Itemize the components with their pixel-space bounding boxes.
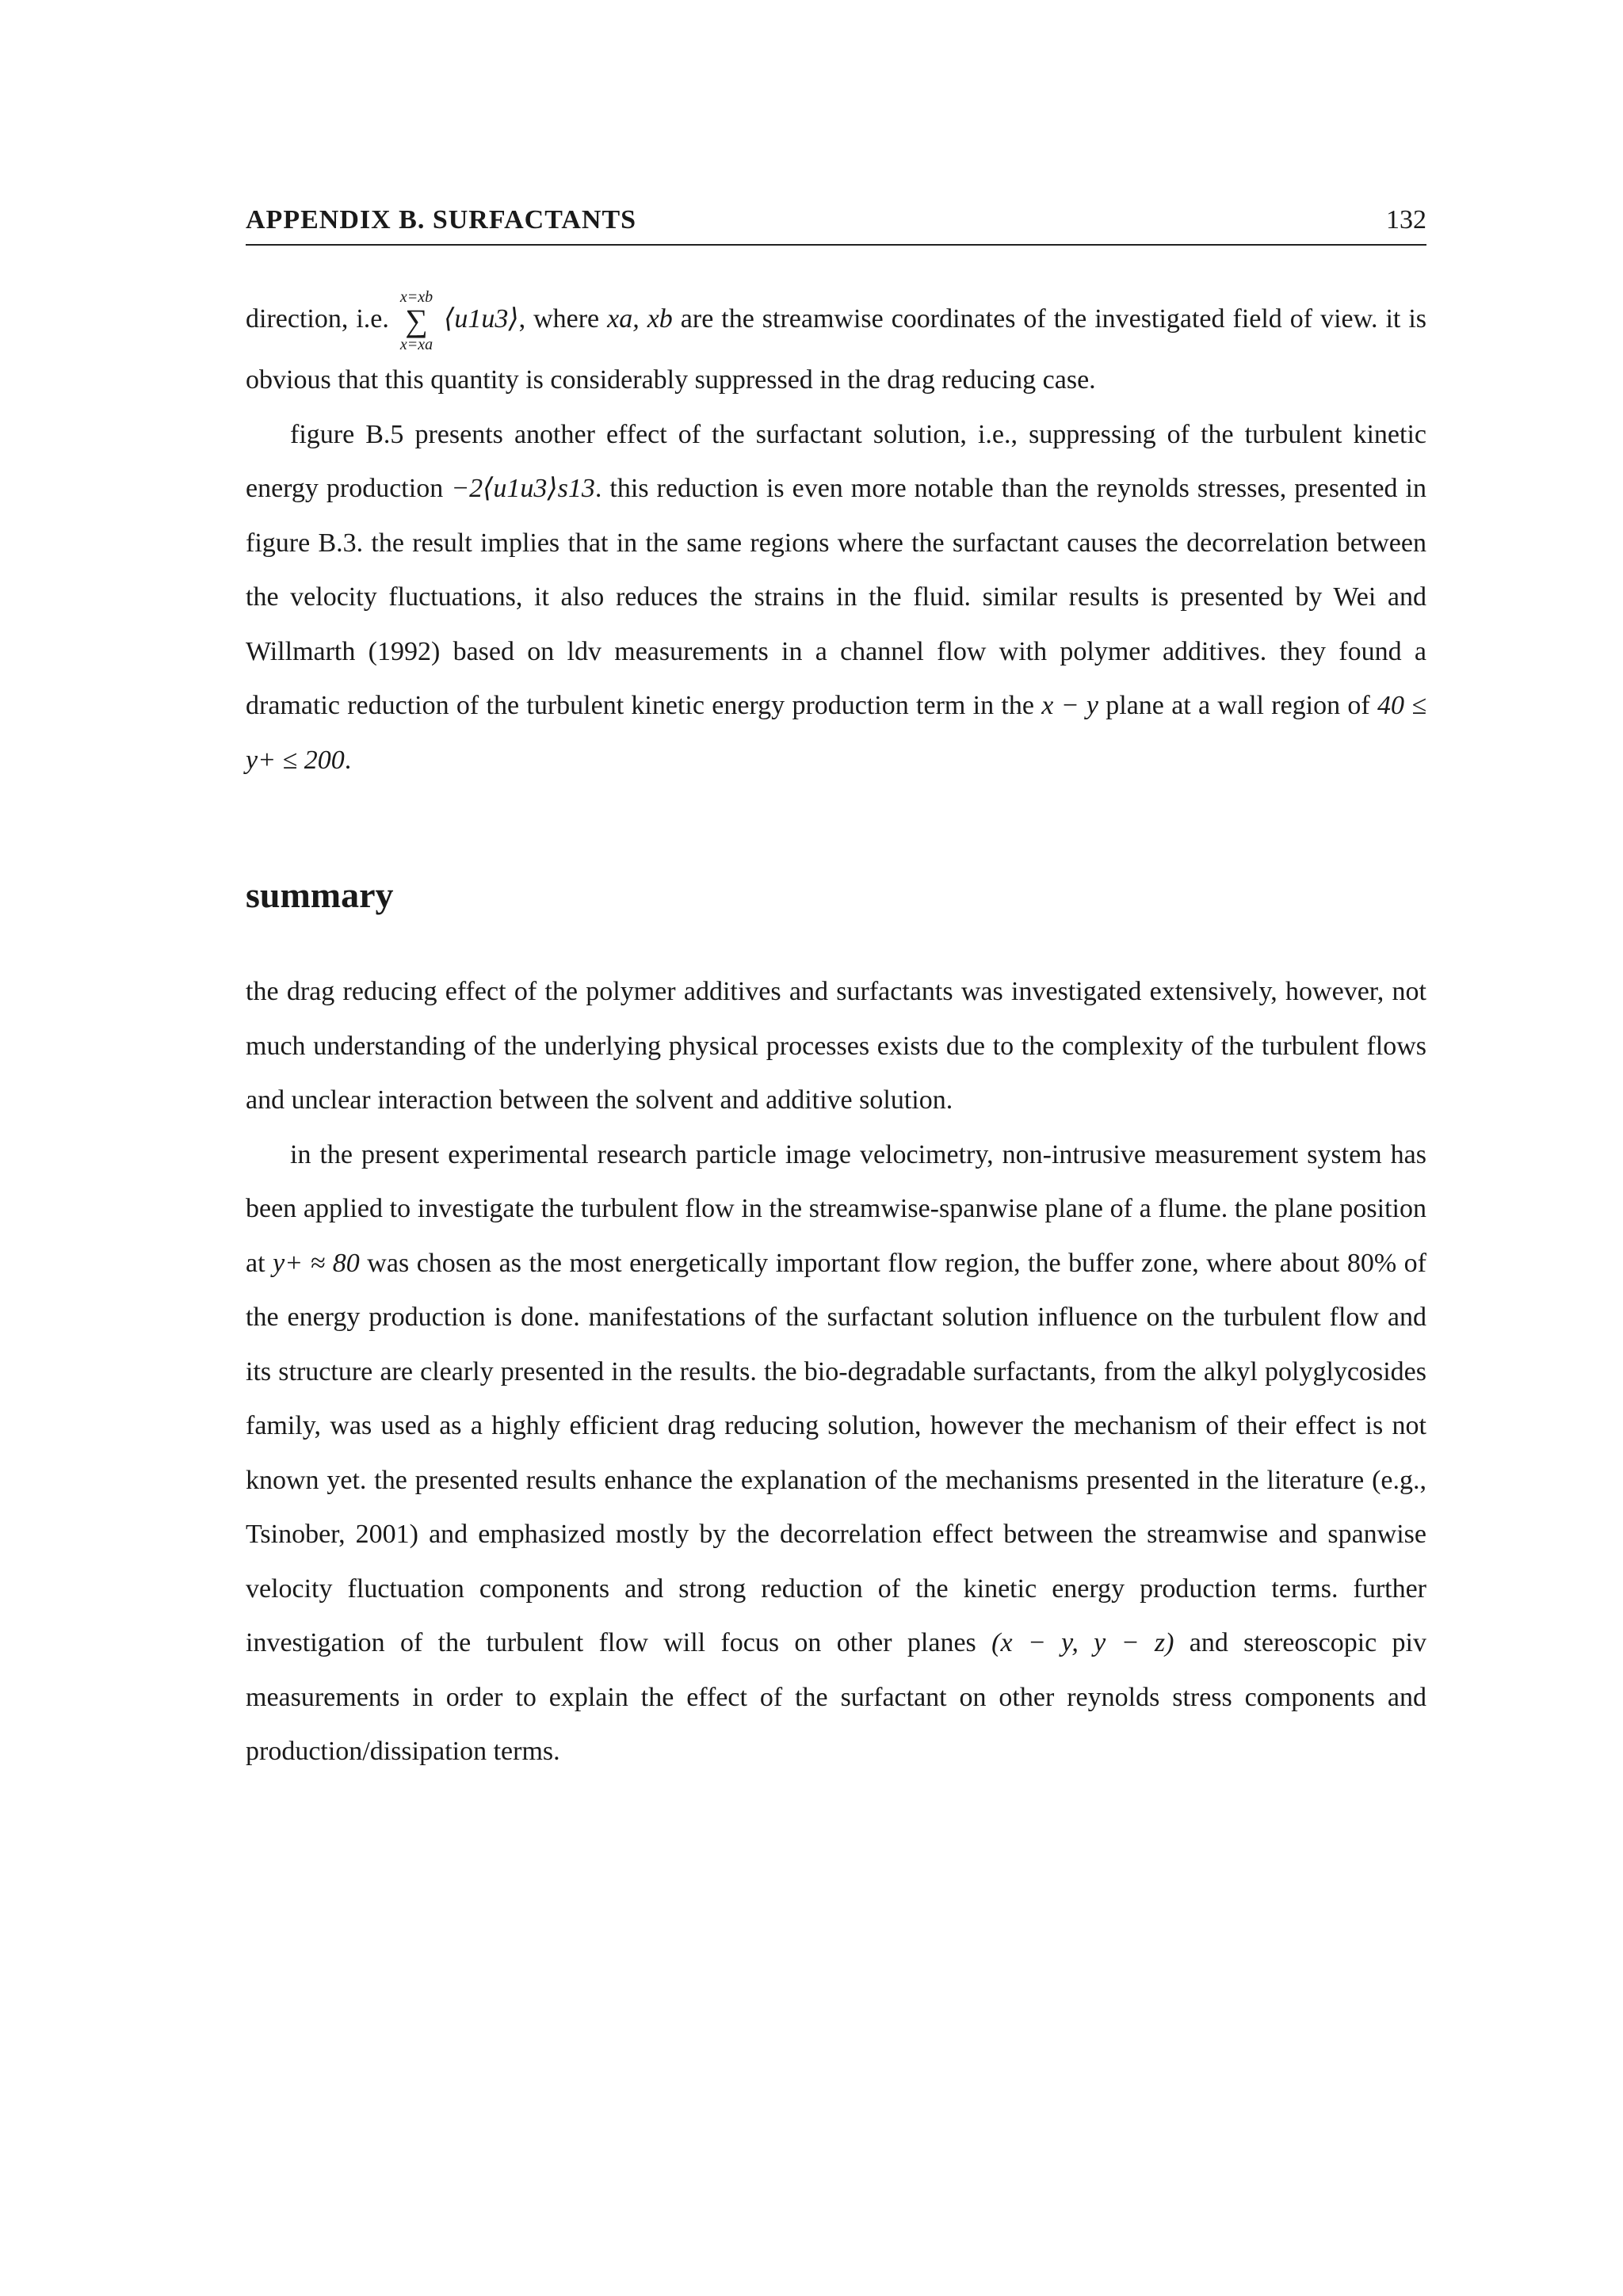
plane-expression: x − y bbox=[1041, 691, 1098, 720]
chapter-title: APPENDIX B. SURFACTANTS bbox=[246, 205, 637, 235]
paragraph-4-part-b: was chosen as the most energetically important flow region, the buffer zone, where about 80% of the energy production is done. manifestations of the surfactant solution influence on the turbulent flow and its structure are clearly presented in the results. the bio-degradable surfactants, from the alkyl polyglycosides family, was used as a highly efficient drag reducing solution, however the mechanism of their effect is not known yet. the presented results enhance the explanation of the mechanisms presented in the literature (e.g., Tsinober, 2001) and emphasized mostly by the decorrelation effect between the streamwise and spanwise velocity fluctuation components and strong reduction of the kinetic energy production terms. further investigation of the turbulent flow will focus on other planes bbox=[246, 1248, 1426, 1657]
paragraph-2-part-b: . this reduction is even more notable than the reynolds stresses, presented in figure B.3. the result implies that in the same regions where the surfactant causes the decorrelation between the velocity fluctuations, it also reduces the strains in the fluid. similar results is presented by Wei and Willmarth (1992) based on ldv measurements in a channel flow with polymer additives. they found a dramatic reduction of the turbulent kinetic energy production term in the bbox=[246, 474, 1426, 720]
section-title: summary bbox=[246, 875, 394, 915]
body-text bbox=[246, 288, 1426, 1779]
paragraph-1-mid: , where bbox=[518, 303, 608, 334]
paragraph-1-rest: are the streamwise coordinates of the investigated field of view. it is obvious that this quantity is considerably suppressed in the drag reducing case. bbox=[246, 303, 1427, 395]
sum-upper-limit: x=xb bbox=[399, 288, 433, 306]
paragraph-3: the drag reducing effect of the polymer additives and surfactants was investigated extensively, however, not much understanding of the underlying physical processes exists due to the complexity of the turbulent flows and unclear interaction between the solvent and additive solution. bbox=[246, 977, 1426, 1115]
streamwise-coordinates: xa, xb bbox=[607, 303, 673, 334]
paragraph-4-part-c: and stereoscopic piv measurements in order to explain the effect of the surfactant on other reynolds stress components and production/dissipation terms. bbox=[246, 1628, 1426, 1766]
paragraph-1-lead: direction, i.e. bbox=[246, 303, 397, 334]
paragraph-2 bbox=[246, 408, 1426, 788]
paragraph-1 bbox=[246, 288, 1426, 408]
plane-position-expression: y+ ≈ 80 bbox=[273, 1248, 360, 1278]
paragraph-2-part-d: . bbox=[344, 745, 352, 775]
correlation-expression: ⟨u1u3⟩ bbox=[436, 303, 519, 334]
production-term: −2⟨u1u3⟩s13 bbox=[451, 474, 595, 503]
page-number: 132 bbox=[1386, 205, 1426, 235]
paragraph-4 bbox=[246, 1128, 1426, 1779]
wall-region-expression: 40 ≤ y+ ≤ 200 bbox=[246, 691, 1427, 775]
paragraph-2-part-c: plane at a wall region of bbox=[1098, 691, 1378, 720]
running-header bbox=[246, 201, 1426, 246]
summation-operator bbox=[400, 288, 433, 353]
sigma-symbol: ∑ bbox=[405, 303, 428, 338]
paragraph-4-part-a: in the present experimental research particle image velocimetry, non-intrusive measurement system has been applied to investigate the turbulent flow in the streamwise-spanwise plane of a flume. the plane position at bbox=[246, 1139, 1426, 1278]
planes-expression: (x − y, y − z) bbox=[991, 1628, 1174, 1657]
sum-lower-limit: x=xa bbox=[399, 336, 433, 353]
document-page bbox=[246, 201, 1426, 1779]
paragraph-2-part-a: figure B.5 presents another effect of the surfactant solution, i.e., suppressing of the turbulent kinetic energy production bbox=[246, 419, 1426, 503]
